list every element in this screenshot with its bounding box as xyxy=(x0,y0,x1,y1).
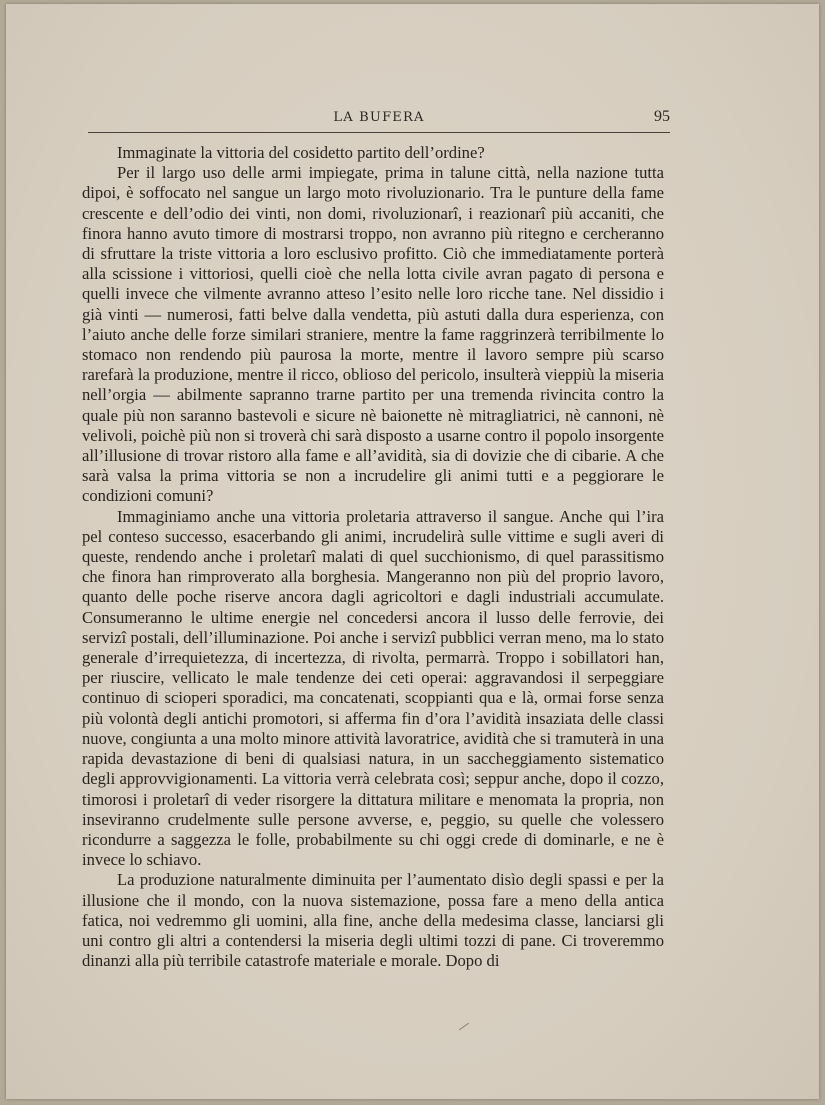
paragraph: Immaginiamo anche una vittoria proletaria attraverso il sangue. Anche qui l’ira pel conteso successo, esacerbando gli animi, incrudelirà sulle vittime e sugli averi di queste, rendendo anche i proletarî malati di quel succhionismo, di quel parassitismo che finora han rimproverato alla borghesia. Mangeranno non più del proprio lavoro, quanto delle poche riserve ancora dagli agricoltori e dagli industriali accumulate. Consumeranno le ultime energie nel concedersi ancora il lusso delle ferrovie, dei servizî postali, dell’illuminazione. Poi anche i servizî pubblici verran meno, ma lo stato generale d’irrequietezza, di incertezza, di rivolta, permarrà. Troppo i sobillatori han, per riuscire, vellicato le male tendenze dei ceti operai: aggravandosi il serpeggiare continuo di scioperi sporadici, ma concatenati, scoppianti qua e là, ormai forse senza più volontà degli antichi promotori, si afferma fin d’ora l’avidità insaziata delle classi nuove, congiunta a una molto minore attività lavoratrice, avidità che si tramuterà in una rapida devastazione di beni di qualsiasi natura, in un saccheggiamento sistematico degli approvvigionamenti. La vittoria verrà celebrata così; seppur anche, dopo il cozzo, timorosi i proletarî di veder risorgere la dittatura militare e menomata la propria, non inseviranno crudelmente sulle persone avverse, e, peggio, su quelle che volessero ricondurre a saggezza le folle, probabilmente su chi oggi crede di dominarle, e ne è invece lo schiavo. xyxy=(82,506,664,870)
paragraph: Immaginate la vittoria del cosidetto partito dell’ordine? xyxy=(117,143,485,162)
paragraph: La produzione naturalmente diminuita per l’aumentato disìo degli spassi e per la illusione che il mondo, con la nuova sistemazione, possa fare a meno della antica fatica, noi vedremmo gli uomini, alla fine, anche della medesima classe, lanciarsi gli uni contro gli altri a contendersi la miseria degli ultimi tozzi di pane. Ci troveremmo dinanzi alla più terribile catastrofe materiale e morale. Dopo di xyxy=(82,870,664,971)
page-header xyxy=(88,108,670,133)
paragraph: Per il largo uso delle armi impiegate, prima in talune città, nella nazione tutta dipoi, è soffocato nel sangue un largo moto rivoluzionario. Tra le punture della fame crescente e dell’odio dei vinti, non domi, rivoluzionarî, i reazionarî più accaniti, che finora hanno avuto timore di mostrarsi troppo, non avranno più ritegno e cercheranno di sfruttare la triste vittoria a loro esclusivo profitto. Ciò che immediatamente porterà alla scissione i vittoriosi, quelli cioè che nella lotta civile avran pagato di persona e quelli invece che vilmente avranno atteso l’esito nelle loro ricche tane. Nel dissidio i già vinti — numerosi, fatti belve dalla vendetta, più astuti dalla dura esperienza, con l’aiuto anche delle forze similari straniere, mentre la fame raggrinzerà terribilmente lo stomaco non rendendo più paurosa la morte, mentre il lavoro sempre più scarso rarefarà la produzione, mentre il ricco, oblioso del pericolo, insulterà vieppiù la miseria nell’orgia — abilmente sapranno trarne partito per una tremenda rivincita contro la quale più non saranno bastevoli e sicure nè baionette nè mitragliatrici, nè cannoni, nè velivoli, poichè più non si troverà chi sarà disposto a usarne contro il popolo insorgente all’illusione di trovar ristoro alla fame e all’avidità, sia di dovizie che di cibarie. A che sarà valsa la prima vittoria se non a incrudelire gli animi tutti e a peggiorare le condizioni comuni? xyxy=(82,163,664,506)
page-number: 95 xyxy=(654,108,670,125)
running-title: LA BUFERA xyxy=(333,110,425,125)
paper-mark xyxy=(459,1023,469,1031)
body-text xyxy=(82,143,664,971)
